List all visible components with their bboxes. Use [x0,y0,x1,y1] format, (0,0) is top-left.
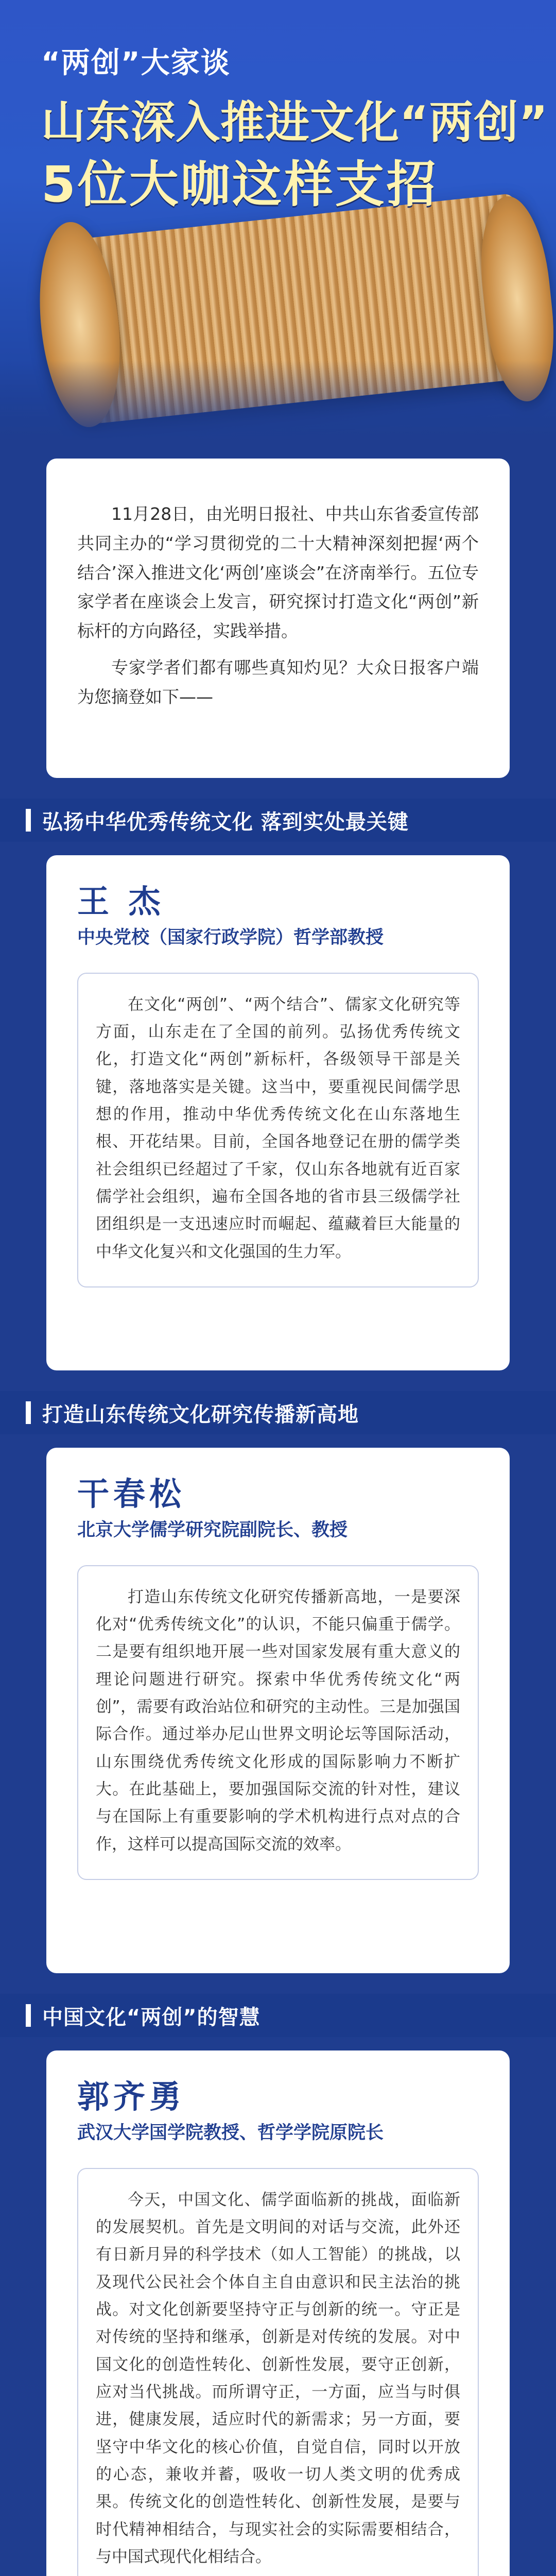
section-heading-bar [0,1994,556,2037]
intro-paragraph: 专家学者们都有哪些真知灼见？大众日报客户端为您摘登如下—— [77,657,479,707]
section-heading-bar [0,799,556,842]
intro-text [77,500,479,711]
hero-fade [0,361,556,443]
hero-title-line1: 山东深入推进文化“两创” [41,97,549,148]
speaker-name: 王 杰 [77,883,165,920]
hero-kicker: “两创”大家谈 [41,46,231,80]
hero-title-line2: 5位大咖这样支招 [41,156,438,213]
speaker-name: 郭齐勇 [77,2078,186,2115]
speaker-quote [77,1565,479,1880]
speaker-quote [77,973,479,1287]
speaker-title: 武汉大学国学院教授、哲学学院原院长 [77,2123,384,2143]
speaker-card [46,1448,510,1973]
speaker-card [46,855,510,1370]
quote-paragraph: 今天，中国文化、儒学面临新的挑战，面临新的发展契机。首先是文明间的对话与交流，此外还有日新月异的科学技术（如人工智能）的挑战，以及现代公民社会个体自主自由意识和民主法治的挑战。对文化创新要坚持守正与创新的统一。守正是对传统的坚持和继承，创新是对传统的发展。对中国文化的创造性转化、创新性发展，要守正创新，应对当代挑战。而所谓守正，一方面，应当与时俱进，健康发展，适应时代的新需求；另一方面，要坚守中华文化的核心价值，自觉自信，同时以开放的心态，兼收并蓄，吸收一切人类文明的优秀成果。传统文化的创造性转化、创新性发展，是要与时代精神相结合，与现实社会的实际需要相结合，与中国式现代化相结合。 [96,2190,460,2566]
speaker-title: 中央党校（国家行政学院）哲学部教授 [77,927,384,948]
quote-paragraph: 打造山东传统文化研究传播新高地，一是要深化对“优秀传统文化”的认识，不能只偏重于儒学。二是要有组织地开展一些对国家发展有重大意义的理论问题进行研究。探索中华优秀传统文化“两创”，需要有政治站位和研究的主动性。三是加强国际合作。通过举办尼山世界文明论坛等国际活动，山东围绕优秀传统文化形成的国际影响力不断扩大。在此基础上，要加强国际交流的针对性，建议与在国际上有重要影响的学术机构进行点对点的合作，这样可以提高国际交流的效率。 [96,1587,460,1854]
speaker-card [46,2050,510,2576]
intro-paragraph: 11月28日，由光明日报社、中共山东省委宣传部共同主办的“学习贯彻党的二十大精神深刻把握‘两个结合’深入推进文化‘两创’座谈会”在济南举行。五位专家学者在座谈会上发言，研究探讨打造文化“两创”新标杆的方向路径，实践举措。 [77,504,479,641]
hero-banner [0,0,556,443]
section-heading: 中国文化“两创”的智慧 [42,2005,260,2029]
section-heading: 打造山东传统文化研究传播新高地 [42,1402,359,1427]
section-marker [26,809,31,832]
section-heading-bar [0,1391,556,1434]
section-heading: 弘扬中华优秀传统文化 落到实处最关键 [42,810,409,834]
section-marker [26,1401,31,1424]
speaker-title: 北京大学儒学研究院副院长、教授 [77,1520,348,1540]
speaker-name: 干春松 [77,1475,186,1513]
section-marker [26,2004,31,2027]
quote-paragraph: 在文化“两创”、“两个结合”、儒家文化研究等方面，山东走在了全国的前列。弘扬优秀传统文化，打造文化“两创”新标杆，各级领导干部是关键，落地落实是关键。这当中，要重视民间儒学思想的作用，推动中华优秀传统文化在山东落地生根、开花结果。目前，全国各地登记在册的儒学类社会组织已经超过了千家，仅山东各地就有近百家儒学社会组织，遍布全国各地的省市县三级儒学社团组织是一支迅速应时而崛起、蕴藏着巨大能量的中华文化复兴和文化强国的生力军。 [96,995,460,1261]
intro-card [46,459,510,778]
speaker-quote [77,2168,479,2576]
